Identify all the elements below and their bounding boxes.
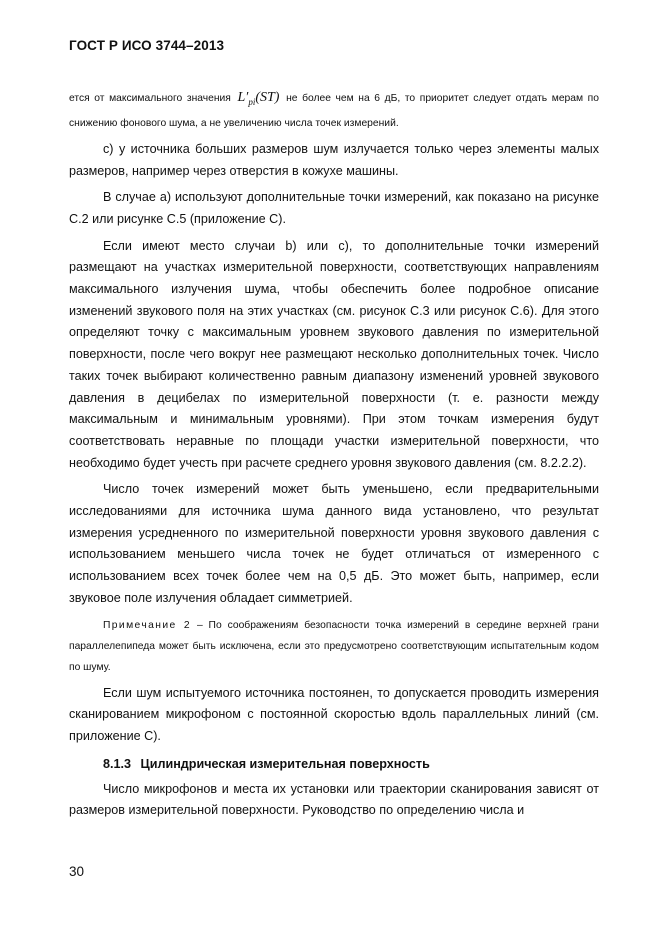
paragraph-scanning: Если шум испытуемого источника постоянен, то допускается проводить измерения сканированием микрофоном с постоянной скоростью вдоль параллельных линий (см. приложение С). (69, 685, 599, 743)
paragraph-fragment-end: не более чем на 6 дБ, то приоритет следует отдать мерам по снижению фонового шума, а не увеличению числа точек измерений. (69, 93, 599, 129)
sound-level-symbol: $L'_{pi}(ST)$ (237, 90, 280, 107)
note (69, 615, 599, 678)
paragraph-fragment-start: ется от максимального значения (69, 93, 231, 104)
section-title: Цилиндрическая измерительная поверхность (140, 756, 430, 771)
section-number: 8.1.3 (103, 756, 132, 771)
document-header: ГОСТ Р ИСО 3744–2013 (69, 38, 225, 53)
paragraph-reduce-points: Число точек измерений может быть уменьшено, если предварительными исследованиями для источника шума данного вида установлено, что результат измерения усредненного по измерительной поверхности уровня звукового давления с использованием меньшего числа точек не будет отличаться от измеренного с использованием всех точек более чем на 0,5 дБ. Это может быть, например, если звуковое поле излучения обладает симметрией. (69, 482, 599, 605)
paragraph-additional-points: Если имеют место случаи b) или с), то дополнительные точки измерений размещают на участках измерительной поверхности, соответствующих направлениям максимального излучения шума, чтобы обеспечить более подробное описание изменений звукового поля на этих участках (см. рисунок С.3 или рисунок С.6). Для этого определяют точку с максимальным уровнем звукового давления по измерительной поверхности, после чего вокруг нее размещают несколько дополнительных точек. Число таких точек выбирают количественно равным диапазону изменений уровней звукового давления в децибелах по измерительной поверхности (т. е. разности между максимальным и минимальным уровнями). При этом точкам измерения будут соответствовать неравные по площади участки измерительной поверхности, что необходимо будет учесть при расчете среднего уровня звукового давления (см. 8.2.2.2). (69, 238, 599, 470)
page-content (69, 87, 599, 827)
paragraph-case-a: В случае а) используют дополнительные точки измерений, как показано на рисунке С.2 или рисунке С.5 (приложение С). (69, 190, 599, 226)
paragraph-cylindrical: Число микрофонов и места их установки или траектории сканирования зависят от размеров измерительной поверхности. Руководство по определению числа и (69, 781, 599, 818)
paragraph-case-c: с) у источника больших размеров шум излучается только через элементы малых размеров, например через отверстия в кожухе машины. (69, 141, 599, 178)
note-label: Примечание 2 (103, 619, 192, 631)
page-number: 30 (69, 864, 85, 879)
section-heading (69, 753, 599, 775)
note-text: – По соображениям безопасности точка измерений в середине верхней грани параллелепипеда может быть исключена, если это предусмотрено соответствующим испытательным кодом по шуму. (69, 619, 599, 673)
paragraph-fragment (69, 87, 599, 134)
